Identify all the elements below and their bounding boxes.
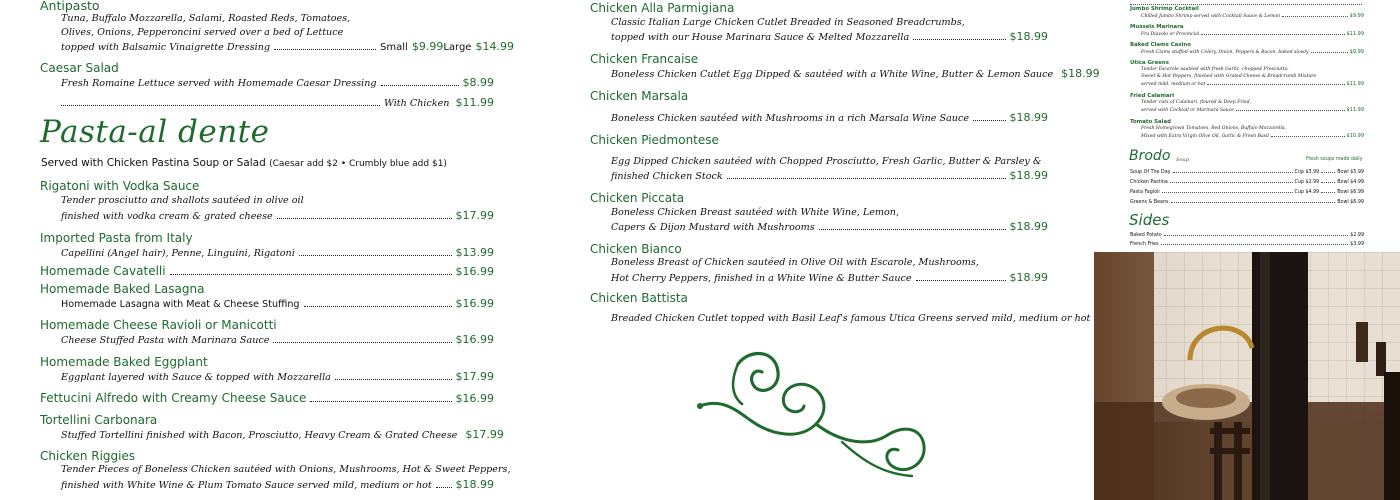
side-price: $2.99 — [1350, 233, 1364, 238]
app-price-row — [1141, 133, 1364, 139]
dot-leader — [1164, 235, 1349, 236]
dot-leader — [335, 379, 452, 380]
menu-item-desc: Capers & Dijon Mustard with Mushrooms — [611, 222, 815, 233]
menu-item-price-row — [611, 169, 1048, 182]
menu-item-name: Homemade Baked Eggplant — [40, 355, 208, 369]
brodo-note: Fresh soups made daily — [1306, 157, 1363, 162]
dot-leader — [277, 218, 452, 219]
dot-leader — [1271, 136, 1345, 137]
menu-item-price-row — [61, 246, 494, 259]
caesar-row-2 — [61, 96, 494, 109]
app-desc: Mixed with Extra Virgin Olive Oil, Garlic & Fresh Basil — [1141, 134, 1269, 139]
menu-item-price: $18.99 — [455, 478, 494, 491]
soup-cup: Cup $3.99 — [1294, 170, 1320, 175]
sides-title: Sides — [1129, 211, 1170, 229]
dot-leader — [1201, 34, 1344, 35]
app-price: $11.99 — [1346, 31, 1364, 37]
dot-leader — [1311, 52, 1348, 53]
dot-leader — [381, 85, 459, 86]
menu-item-price-row — [611, 271, 1048, 284]
soup-cup: Cup $2.99 — [1294, 180, 1320, 185]
menu-item-name: Chicken Francaise — [590, 52, 699, 66]
small-label: Small — [380, 42, 408, 53]
dot-leader — [1161, 244, 1349, 245]
app-desc: Fresh Clams stuffed with Celery, Onion, Peppers & Bacon, baked slowly — [1141, 50, 1309, 55]
soup-name: Greens & Beans — [1130, 200, 1169, 205]
dot-leader — [299, 255, 452, 256]
flourish-ornament — [692, 348, 932, 484]
menu-item-price-row — [61, 209, 494, 222]
menu-item-desc: Breaded Chicken Cutlet topped with Basil Leaf's famous Utica Greens served mild, medium or hot — [611, 313, 1091, 324]
dot-leader — [1171, 202, 1336, 203]
side-row — [1130, 233, 1364, 238]
menu-item-price: $16.99 — [455, 265, 494, 278]
dot-leader — [1321, 172, 1335, 173]
menu-item-price-row — [611, 67, 1100, 80]
dot-leader — [1321, 192, 1335, 193]
dot-leader — [170, 274, 452, 275]
app-price: $9.99 — [1349, 49, 1364, 55]
menu-item-price: $18.99 — [1061, 67, 1100, 80]
dot-leader — [273, 342, 451, 343]
antipasto-desc-2: Olives, Onions, Pepperoncini served over a bed of Lettuce — [61, 27, 344, 38]
dot-leader — [1162, 192, 1293, 193]
brodo-title: Brodo — [1129, 148, 1171, 164]
menu-item-name: Fettucini Alfredo with Creamy Cheese Sauce — [40, 391, 307, 405]
soup-row — [1130, 190, 1364, 195]
dot-leader — [916, 280, 1006, 281]
menu-item-name: Chicken Marsala — [590, 89, 689, 103]
menu-item-price: $18.99 — [1009, 220, 1048, 233]
menu-item-price: $18.99 — [1009, 30, 1048, 43]
dot-leader — [913, 39, 1005, 40]
antipasto-price-row — [61, 40, 514, 53]
menu-item-price: $18.99 — [1009, 271, 1048, 284]
app-price-row — [1141, 13, 1364, 19]
pasta-sub-note: (Caesar add $2 • Crumbly blue add $1) — [269, 159, 447, 169]
menu-item-price: $13.99 — [455, 246, 494, 259]
small-price: $9.99 — [411, 40, 444, 53]
dot-leader — [973, 120, 1005, 121]
menu-item-name: Homemade Baked Lasagna — [40, 282, 205, 296]
dot-leader — [819, 229, 1006, 230]
menu-item-desc: Egg Dipped Chicken sautéed with Chopped Prosciutto, Fresh Garlic, Butter & Parsley & — [611, 156, 1042, 167]
menu-item-desc: Boneless Chicken Cutlet Egg Dipped & sautéed with a White Wine, Butter & Lemon Sauce — [611, 69, 1054, 80]
soup-name: Soup Of The Day — [1130, 170, 1171, 175]
menu-item-desc: Capellini (Angel hair), Penne, Linguini, Rigatoni — [61, 248, 295, 259]
menu-item-price-row — [611, 220, 1048, 233]
menu-item-name: Imported Pasta from Italy — [40, 231, 193, 245]
menu-item-price: $18.99 — [1009, 169, 1048, 182]
app-desc: Sweet & Hot Peppers, finished with Grated Cheese & Breadcrumb Mixture — [1141, 74, 1317, 79]
caesar-name: Caesar Salad — [40, 61, 119, 75]
antipasto-desc-3: topped with Balsamic Vinaigrette Dressing — [61, 42, 271, 53]
menu-item-desc: topped with our House Marinara Sauce & Melted Mozzarella — [611, 32, 910, 43]
soup-name: Pasta Fagioli — [1130, 190, 1160, 195]
pasta-section-title: Pasta-al dente — [40, 114, 270, 150]
pasta-subtitle — [41, 157, 447, 169]
menu-item-price-row — [61, 333, 494, 346]
dot-leader — [1170, 182, 1293, 183]
soup-cup: Cup $4.99 — [1294, 190, 1320, 195]
app-desc: Fra Diavolo or Provincial — [1141, 32, 1200, 37]
large-label: Large — [443, 42, 472, 53]
menu-item-price: $17.99 — [455, 370, 494, 383]
pasta-sub-text: Served with Chicken Pastina Soup or Salad — [41, 157, 266, 169]
menu-item-desc: Eggplant layered with Sauce & topped with Mozzarella — [61, 372, 331, 383]
menu-item-price-row — [611, 311, 1091, 324]
antipasto-desc-1: Tuna, Buffalo Mozzarella, Salami, Roasted Reds, Tomatoes, — [61, 13, 351, 24]
soup-bowl: Bowl $4.99 — [1337, 180, 1364, 185]
antipasto-name: Antipasto — [40, 0, 100, 13]
dot-leader — [304, 306, 452, 307]
soup-bowl: Bowl $5.99 — [1337, 170, 1364, 175]
dot-leader — [1130, 4, 1362, 5]
menu-item-price: $17.99 — [465, 428, 504, 441]
app-price-row — [1141, 49, 1364, 55]
menu-item-desc: finished with White Wine & Plum Tomato Sauce served mild, medium or hot — [61, 480, 432, 491]
side-price: $3.99 — [1350, 242, 1364, 247]
dot-leader — [274, 49, 376, 50]
app-price: $10.99 — [1346, 133, 1364, 139]
dot-leader — [1321, 182, 1335, 183]
app-desc: served with Cocktail or Marinara Sauce — [1141, 108, 1235, 113]
side-name: Baked Potato — [1130, 233, 1162, 238]
app-price-row — [1141, 31, 1364, 37]
soup-row — [1130, 200, 1364, 205]
menu-item-desc: Tender Pieces of Boneless Chicken sautéed with Onions, Mushrooms, Hot & Sweet Peppers, — [61, 464, 511, 475]
dot-leader — [436, 487, 452, 488]
app-price: $11.99 — [1346, 81, 1364, 87]
app-name: Baked Clams Casino — [1130, 42, 1191, 48]
dot-leader — [727, 178, 1006, 179]
restaurant-interior-photo — [1094, 252, 1400, 500]
brodo-subtitle: Soup — [1176, 157, 1189, 163]
menu-item-price: $16.99 — [455, 392, 494, 405]
menu-item-name: Homemade Cavatelli — [40, 264, 166, 278]
menu-item-desc: Boneless Breast of Chicken sautéed in Olive Oil with Escarole, Mushrooms, — [611, 257, 979, 268]
dot-leader — [1173, 172, 1293, 173]
menu-item-price: $17.99 — [455, 209, 494, 222]
caesar-with-label: With Chicken — [384, 98, 450, 109]
menu-item-name: Chicken Bianco — [590, 242, 682, 256]
menu-item-price-row — [61, 297, 494, 310]
menu-item-desc: Tender prosciutto and shallots sautéed in olive oil — [61, 195, 304, 206]
menu-item-desc: Homemade Lasagna with Meat & Cheese Stuffing — [61, 299, 300, 310]
menu-item-price-row — [40, 391, 494, 405]
soup-bowl: Bowl $6.99 — [1337, 200, 1364, 205]
menu-item-name: Chicken Piedmontese — [590, 133, 719, 147]
app-name: Utica Greens — [1130, 60, 1169, 66]
app-desc: Fresh Homegrown Tomatoes, Red Onions, Buffalo Mozzarella, — [1141, 126, 1287, 131]
app-price: $9.99 — [1349, 13, 1364, 19]
menu-item-price-row — [40, 264, 494, 278]
caesar-row-1 — [61, 76, 494, 89]
menu-item-desc: Stuffed Tortellini finished with Bacon, Prosciutto, Heavy Cream & Grated Cheese — [61, 430, 458, 441]
caesar-with-price: $11.99 — [455, 96, 494, 109]
menu-item-price-row — [611, 30, 1048, 43]
dot-leader — [1282, 16, 1348, 17]
menu-item-name: Chicken Alla Parmigiana — [590, 1, 735, 15]
caesar-price: $8.99 — [462, 76, 494, 89]
menu-item-price-row — [611, 111, 1048, 124]
menu-item-name: Homemade Cheese Ravioli or Manicotti — [40, 318, 277, 332]
dot-leader — [1236, 110, 1344, 111]
soup-bowl: Bowl $6.99 — [1337, 190, 1364, 195]
dot-leader — [1207, 84, 1344, 85]
app-desc: Tender cuts of Calamari, floured & Deep Fried, — [1141, 100, 1252, 105]
dot-leader — [310, 401, 451, 402]
app-name: Fried Calamari — [1130, 93, 1175, 99]
menu-item-price-row — [61, 428, 504, 441]
menu-item-price: $16.99 — [455, 297, 494, 310]
app-name: Mussels Marinara — [1130, 24, 1184, 30]
soup-name: Chicken Pastina — [1130, 180, 1168, 185]
soup-row — [1130, 180, 1364, 185]
side-name: French Fries — [1130, 242, 1159, 247]
menu-item-price: $16.99 — [455, 333, 494, 346]
menu-item-desc: finished with vodka cream & grated cheese — [61, 211, 273, 222]
app-price-row — [1141, 107, 1364, 113]
side-row — [1130, 242, 1364, 247]
menu-item-desc: Classic Italian Large Chicken Cutlet Breaded in Seasoned Breadcrumbs, — [611, 17, 965, 28]
menu-item-name: Chicken Piccata — [590, 191, 685, 205]
menu-item-desc: Boneless Chicken sautéed with Mushrooms in a rich Marsala Wine Sauce — [611, 113, 970, 124]
app-name: Jumbo Shrimp Cocktail — [1130, 6, 1199, 12]
menu-item-name: Rigatoni with Vodka Sauce — [40, 179, 200, 193]
caesar-desc: Fresh Romaine Lettuce served with Homemade Caesar Dressing — [61, 78, 377, 89]
app-desc: served mild, medium or hot — [1141, 82, 1206, 87]
app-desc: Tender Escarole sautéed with fresh Garlic, chopped Prosciutto. — [1141, 67, 1289, 72]
menu-item-desc: Hot Cherry Peppers, finished in a White Wine & Butter Sauce — [611, 273, 912, 284]
menu-item-desc: Boneless Chicken Breast sautéed with White Wine, Lemon, — [611, 207, 900, 218]
soup-row — [1130, 170, 1364, 175]
menu-item-price-row — [61, 370, 494, 383]
menu-item-price-row — [61, 478, 494, 491]
menu-item-name: Tortellini Carbonara — [40, 413, 158, 427]
menu-item-name: Chicken Battista — [590, 291, 688, 305]
dot-leader — [61, 105, 380, 106]
app-desc: Chilled Jumbo Shrimp served with Cocktail Sauce & Lemon — [1141, 14, 1281, 19]
large-price: $14.99 — [475, 40, 514, 53]
menu-item-desc: finished Chicken Stock — [611, 171, 723, 182]
app-name: Tomato Salad — [1130, 119, 1171, 125]
app-price-row — [1141, 81, 1364, 87]
menu-item-name: Chicken Riggies — [40, 449, 136, 463]
menu-item-price: $18.99 — [1009, 111, 1048, 124]
menu-item-desc: Cheese Stuffed Pasta with Marinara Sauce — [61, 335, 270, 346]
app-price: $11.99 — [1346, 107, 1364, 113]
